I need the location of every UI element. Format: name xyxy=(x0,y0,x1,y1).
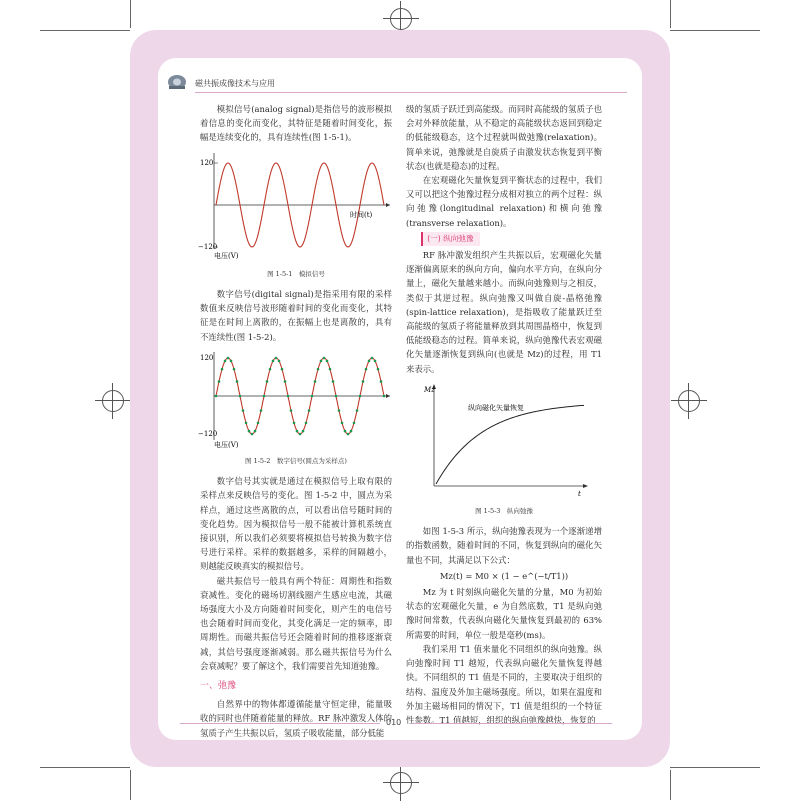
sample-point xyxy=(302,430,305,433)
sample-point xyxy=(230,359,233,362)
paragraph: 数字信号其实就是通过在模拟信号上取有限的采样点来反映信号的变化。图 1-5-2 中，圆点为采样点，通过这些离散的点，可以看出信号随时间的变化趋势。因为模拟信号一般不能被计算机系统直接识别，所以我们必须要将模拟信号转换为数字信号进行采样。采样的数据越多，采样的间隔越小，则越能反映真实的模拟信号。 xyxy=(200,476,392,572)
figure-analog-signal xyxy=(200,149,392,281)
sample-point xyxy=(254,430,257,433)
section-heading: 一、弛豫 xyxy=(200,681,237,692)
sample-point xyxy=(233,368,236,371)
y-axis-label: Mz xyxy=(424,385,435,394)
sample-point xyxy=(365,368,368,371)
sample-point xyxy=(374,359,377,362)
sample-point xyxy=(344,430,347,433)
sample-point xyxy=(338,409,341,412)
sample-point xyxy=(269,368,272,371)
sample-point xyxy=(293,421,296,424)
sample-point xyxy=(299,433,302,436)
sample-point xyxy=(227,357,230,360)
sample-point xyxy=(359,395,362,398)
sample-point xyxy=(347,433,350,436)
figure-longitudinal-relaxation xyxy=(406,380,602,518)
paragraph: Mz 为 t 时刻纵向磁化矢量的分量，M0 为初始状态的宏观磁化矢量，e 为自然底数，T1 是纵向弛豫时间常数，代表纵向磁化矢量恢复到最初的 63% 所需要的时间，单位一般是毫秒(ms)。 xyxy=(406,587,602,640)
sample-point xyxy=(239,395,242,398)
x-axis-label: t xyxy=(578,489,581,498)
sample-point xyxy=(320,359,323,362)
magnet-mri-icon xyxy=(167,72,187,90)
curve-label: 纵向磁化矢量恢复 xyxy=(468,403,524,412)
paragraph: 我们采用 T1 值来量化不同组织的纵向弛豫。纵向弛豫时间 T1 越短，代表纵向磁化矢量恢复得越快。不同组织的 T1 值是不同的，主要取决于组织的结构、温度及外加主磁场强度。所以，如果在温度和外加主磁场相同的情况下，T1 值是组织的一个特征性参数。T1 值越短，组织的纵向弛豫越快，恢复的 xyxy=(406,643,602,725)
y-axis-label: 电压(V) xyxy=(214,251,239,260)
figure-caption: 图 1-5-1 模拟信号 xyxy=(267,269,325,278)
sample-point xyxy=(314,380,317,383)
paragraph: RF 脉冲激发组织产生共振以后，宏观磁化矢量逐渐偏离原来的纵向方向，偏向水平方向，在纵向分量上，磁化矢量越来越小。而纵向弛豫则与之相反，类似于其逆过程。纵向弛豫又叫做自旋-晶格弛豫(spin-lattice relaxation)，是指吸收了能量跃迁至高能级的氢质子将能量释放到其周围晶格中，恢复到低能级稳态的过程。简单来说，纵向弛豫代表宏观磁化矢量逐渐恢复到纵向(也就是 Mz)的过程，用 T1 来表示。 xyxy=(406,250,602,374)
sample-point xyxy=(326,359,329,362)
sample-point xyxy=(236,380,239,383)
paragraph: 在宏观磁化矢量恢复到平衡状态的过程中，我们又可以把这个弛豫过程分成相对独立的两个过程：纵向弛豫(longitudinal relaxation)和横向弛豫(transverse relaxation)。 xyxy=(406,175,602,228)
sample-point xyxy=(275,357,278,360)
sample-point xyxy=(350,430,353,433)
sample-point xyxy=(332,380,335,383)
paragraph: 级的氢质子跃迁到高能级。而同时高能级的氢质子也会对外释放能量，从不稳定的高能级状态返回到稳定的低能级稳态，这个过程就叫做弛豫(relaxation)。简单来说，弛豫就是自旋质子由激发状态恢复到平衡状态(也就是稳态)的过程。 xyxy=(406,104,602,171)
figure-caption: 图 1-5-3 纵向弛豫 xyxy=(475,507,533,516)
crop-mark xyxy=(130,0,131,28)
x-axis-arrow xyxy=(386,394,390,398)
footer-rule xyxy=(180,723,380,724)
sample-point xyxy=(284,380,287,383)
sample-point xyxy=(224,359,227,362)
left-column xyxy=(200,102,392,740)
sample-point xyxy=(371,357,374,360)
sample-point xyxy=(296,430,299,433)
analog-signal-plot xyxy=(200,149,392,261)
sample-point xyxy=(242,409,245,412)
header-rule xyxy=(195,92,627,93)
y-tick-label-bottom: −120 xyxy=(198,242,218,251)
sample-point xyxy=(356,409,359,412)
sample-point xyxy=(323,357,326,360)
sample-point xyxy=(362,380,365,383)
crop-mark xyxy=(670,767,760,768)
sample-point xyxy=(383,395,386,398)
sample-point xyxy=(353,421,356,424)
sample-point xyxy=(245,421,248,424)
sample-point xyxy=(248,430,251,433)
subsection-heading: (一) 纵向弛豫 xyxy=(421,232,479,246)
crop-mark xyxy=(670,30,760,31)
y-tick-label-bottom: −120 xyxy=(198,429,218,438)
book-title: 磁共振成像技术与应用 xyxy=(195,79,275,88)
sample-point xyxy=(311,395,314,398)
crop-mark xyxy=(670,770,671,800)
sample-point xyxy=(290,409,293,412)
sample-point xyxy=(287,395,290,398)
sample-point xyxy=(221,368,224,371)
registration-mark xyxy=(102,390,124,412)
sample-point xyxy=(335,395,338,398)
registration-mark xyxy=(390,772,412,794)
t1-formula: Mz(t) = M0 × (1 − e^(−t/T1)) xyxy=(439,570,569,581)
sample-point xyxy=(377,368,380,371)
paragraph: 磁共振信号一般具有两个特征：周期性和指数衰减性。变化的磁场切割线圈产生感应电流，其磁场强度大小及方向随着时间变化，则产生的电信号也会随着时间而变化，其变化满足一定的频率，即周期性。而磁共振信号还会随着时间的推移逐渐衰减，其信号强度逐渐减弱。那么磁共振信号为什么会衰减呢？要了解这个，我们需要首先知道弛豫。 xyxy=(200,575,392,671)
sample-point xyxy=(278,359,281,362)
registration-mark xyxy=(678,390,700,412)
crop-mark xyxy=(670,0,671,28)
paragraph: 自然界中的物体都遵循能量守恒定律，能量吸收的同时也伴随着能量的释放。RF 脉冲激发人体的氢质子产生共振以后，氢质子吸收能量，部分低能 xyxy=(200,699,392,738)
paragraph: 数字信号(digital signal)是指采用有限的采样数值来反映信号波形随着时间的变化而变化，其特征是在时间上离散的，在振幅上也是离散的，具有不连续性(图 1-5-2)。 xyxy=(200,289,392,342)
x-axis-arrow xyxy=(583,484,588,488)
sample-point xyxy=(257,421,260,424)
running-header xyxy=(165,68,635,96)
sample-point xyxy=(329,368,332,371)
sample-point xyxy=(308,409,311,412)
sample-point xyxy=(251,433,254,436)
footer-rule xyxy=(412,723,612,724)
sample-point xyxy=(368,359,371,362)
sample-point xyxy=(281,368,284,371)
y-axis-label: 电压(V) xyxy=(214,440,239,449)
sample-point xyxy=(317,368,320,371)
y-tick-label-top: 120 xyxy=(200,158,214,167)
figure-caption: 图 1-5-2 数字信号(圆点为采样点) xyxy=(245,457,347,466)
sample-point xyxy=(218,380,221,383)
crop-mark xyxy=(40,767,130,768)
crop-mark xyxy=(40,30,130,31)
sample-point xyxy=(341,421,344,424)
registration-mark xyxy=(390,8,412,30)
t1-recovery-plot xyxy=(406,380,602,498)
t1-recovery-curve xyxy=(436,405,584,484)
y-tick-label-top: 120 xyxy=(200,353,214,362)
sample-point xyxy=(215,395,218,398)
right-column xyxy=(406,102,602,727)
sample-point xyxy=(260,409,263,412)
sample-point xyxy=(380,380,383,383)
sample-point xyxy=(263,395,266,398)
sample-point xyxy=(266,380,269,383)
x-axis-label: 时间(t) xyxy=(350,210,373,219)
x-axis-arrow xyxy=(386,203,390,207)
figure-digital-signal xyxy=(200,348,392,468)
crop-mark xyxy=(130,770,131,800)
sample-point xyxy=(305,421,308,424)
page-number: 010 xyxy=(386,718,402,727)
paragraph: 模拟信号(analog signal)是指信号的波形模拟着信息的变化而变化，其特征是随着时间变化，振幅是连续变化的，具有连续性(图 1-5-1)。 xyxy=(200,104,392,143)
digital-signal-plot xyxy=(200,348,392,448)
sample-point xyxy=(272,359,275,362)
paragraph: 如图 1-5-3 所示，纵向弛豫表现为一个逐渐递增的指数函数，随着时间的不同，恢复到纵向的磁化矢量也不同，其满足以下公式： xyxy=(406,526,602,565)
